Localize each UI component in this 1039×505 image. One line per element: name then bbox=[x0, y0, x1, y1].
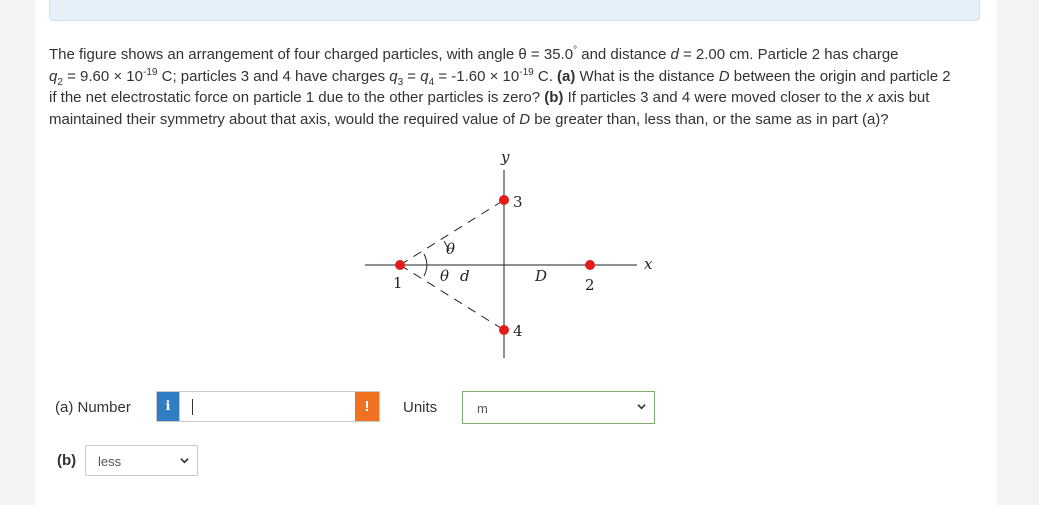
particle-4 bbox=[499, 325, 509, 335]
theta-lower-label: θ bbox=[440, 267, 450, 285]
particle-1-label: 1 bbox=[393, 274, 403, 292]
particle-3 bbox=[499, 195, 509, 205]
answer-input-group bbox=[156, 391, 380, 422]
particle-2-label: 2 bbox=[585, 276, 595, 294]
angle-arc-upper bbox=[424, 254, 427, 265]
angle-arc-lower bbox=[424, 265, 427, 276]
info-icon[interactable]: i bbox=[157, 392, 179, 421]
particle-2 bbox=[585, 260, 595, 270]
particle-1 bbox=[395, 260, 405, 270]
particle-4-label: 4 bbox=[513, 322, 523, 340]
question-text: The figure shows an arrangement of four charged particles, with angle θ = 35.0° and distance d = 2.00 cm. Particle 2 has charge $q_2 = 9.60 \times 10^{-19}$ C; particles 3 and 4 have charges $q_3 = q_4 = -1.60 \times 10^{-19}$ C. (a) What is the distance D between the origin and particle 2 if the net electrostatic force on particle 1 due to the other particles is zero? (b) If particles 3 and 4 were moved closer to the x axis but maintained their symmetry about that axis, would the required value of D be greater than, less than, or the same as in part (a)? bbox=[49, 45, 951, 128]
warning-icon[interactable]: ! bbox=[355, 392, 379, 421]
hint-box bbox=[49, 0, 980, 21]
part-a-label: (a) Number bbox=[55, 399, 131, 416]
theta-upper-label: θ bbox=[446, 240, 456, 258]
units-select[interactable] bbox=[462, 391, 655, 424]
charge-figure bbox=[360, 148, 670, 358]
x-axis-label: x bbox=[644, 255, 653, 273]
dashed-line-lower bbox=[400, 265, 504, 330]
d-label: d bbox=[460, 267, 470, 285]
number-input[interactable] bbox=[179, 392, 355, 421]
chevron-down-icon bbox=[637, 402, 646, 411]
y-axis-label: y bbox=[501, 148, 510, 166]
text-cursor bbox=[192, 399, 193, 415]
D-label: D bbox=[535, 267, 548, 285]
part-b-value: less bbox=[98, 454, 122, 469]
part-b-select[interactable] bbox=[85, 445, 198, 476]
units-value: m bbox=[477, 401, 488, 416]
particle-3-label: 3 bbox=[513, 193, 523, 211]
units-label: Units bbox=[403, 399, 438, 416]
part-b-label: (b) bbox=[57, 452, 77, 469]
chevron-down-icon bbox=[180, 456, 189, 465]
